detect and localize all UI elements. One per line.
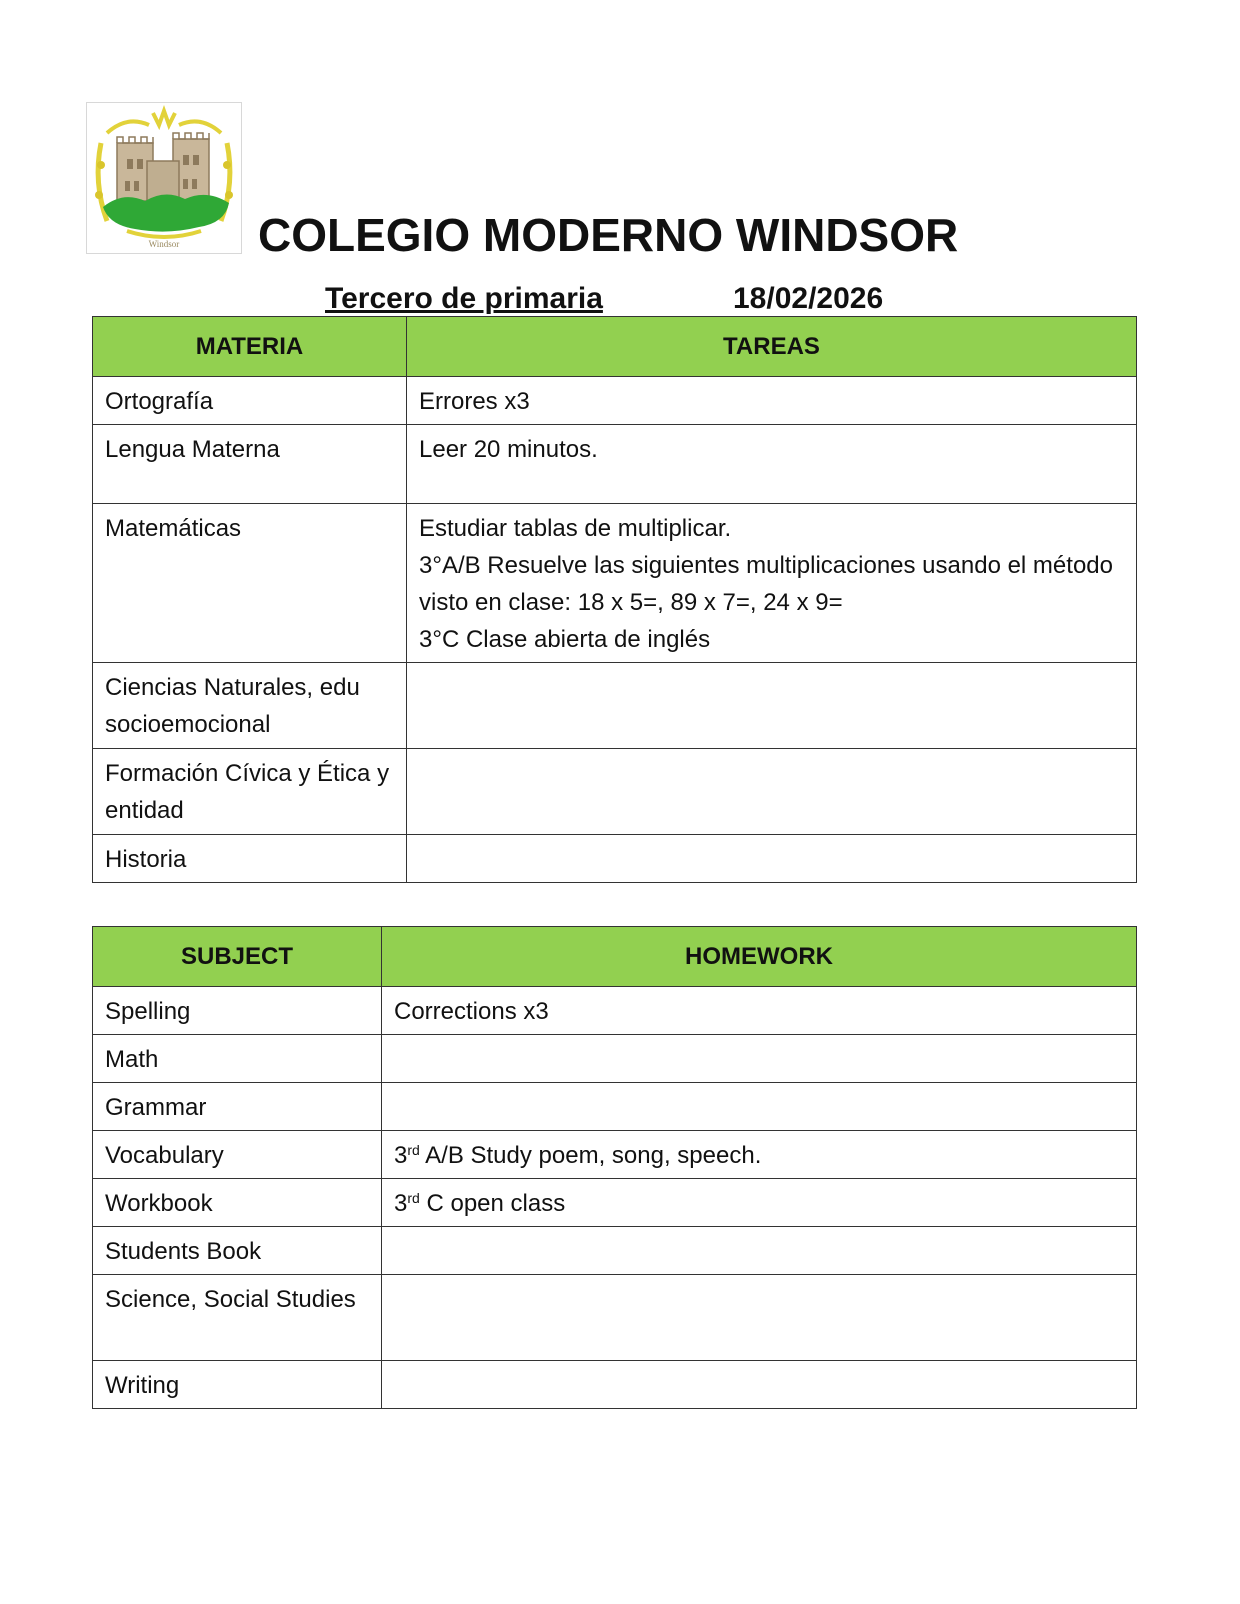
table-row: [93, 1275, 1137, 1361]
task-cell: Errores x3: [407, 377, 1137, 425]
task-text: C open class: [419, 1190, 566, 1217]
task-cell: [382, 1083, 1137, 1131]
subject-cell: Grammar: [93, 1083, 382, 1131]
logo-caption: Windsor: [148, 239, 180, 249]
task-ordinal: 3: [394, 1190, 408, 1217]
table-row: [93, 1035, 1137, 1083]
subject-cell: Lengua Materna: [93, 425, 407, 504]
table-row: [93, 987, 1137, 1035]
task-line: 3°A/B Resuelve las siguientes multiplicaciones usando el método visto en clase: 18 x 5=, 89 x 7=, 24 x 9=: [419, 552, 1113, 616]
subject-cell: Writing: [93, 1361, 382, 1409]
table-row: [93, 1131, 1137, 1179]
subject-cell: Students Book: [93, 1227, 382, 1275]
task-cell: [382, 1179, 1137, 1227]
task-cell: Leer 20 minutos.: [407, 425, 1137, 504]
subject-cell: Ciencias Naturales, edu socioemocional: [93, 663, 407, 749]
task-line: 3°C Clase abierta de inglés: [419, 626, 711, 653]
table-row: [93, 835, 1137, 883]
task-cell: [382, 1361, 1137, 1409]
materia-column-header: MATERIA: [93, 317, 407, 377]
subject-cell: Formación Cívica y Ética y entidad: [93, 749, 407, 835]
table-row: [93, 504, 1137, 663]
table-row: [93, 749, 1137, 835]
tareas-column-header: TAREAS: [407, 317, 1137, 377]
table-row: [93, 1179, 1137, 1227]
homework-table: [92, 926, 1137, 1409]
homework-column-header: HOMEWORK: [382, 927, 1137, 987]
grade-label: Tercero de primaria: [325, 282, 603, 315]
subject-cell: Math: [93, 1035, 382, 1083]
subject-cell: Ortografía: [93, 377, 407, 425]
table-row: [93, 1361, 1137, 1409]
task-cell: [382, 1275, 1137, 1361]
table-row: [93, 1227, 1137, 1275]
task-cell: [407, 504, 1137, 663]
task-cell: [407, 663, 1137, 749]
tareas-header-row: [93, 317, 1137, 377]
task-text: A/B Study poem, song, speech.: [419, 1142, 762, 1169]
task-cell: [382, 1227, 1137, 1275]
table-row: [93, 663, 1137, 749]
subject-cell: Matemáticas: [93, 504, 407, 663]
castle-crest-icon: [87, 103, 241, 253]
subject-cell: Science, Social Studies: [93, 1275, 382, 1361]
school-logo: [86, 102, 242, 254]
homework-header-row: [93, 927, 1137, 987]
task-cell: Corrections x3: [382, 987, 1137, 1035]
tareas-table: [92, 316, 1137, 883]
task-cell: [407, 749, 1137, 835]
task-ordinal: 3: [394, 1142, 408, 1169]
date-label: 18/02/2026: [733, 282, 884, 315]
task-cell: [407, 835, 1137, 883]
task-ordinal-suffix: rd: [407, 1142, 420, 1158]
task-line: Estudiar tablas de multiplicar.: [419, 515, 732, 542]
task-cell: [382, 1131, 1137, 1179]
subject-cell: Spelling: [93, 987, 382, 1035]
task-cell: [382, 1035, 1137, 1083]
table-row: [93, 377, 1137, 425]
subject-cell: Historia: [93, 835, 407, 883]
subject-cell: Workbook: [93, 1179, 382, 1227]
subject-column-header: SUBJECT: [93, 927, 382, 987]
subject-cell: Vocabulary: [93, 1131, 382, 1179]
school-name: COLEGIO MODERNO WINDSOR: [258, 209, 959, 261]
table-row: [93, 425, 1137, 504]
task-ordinal-suffix: rd: [407, 1190, 420, 1206]
table-row: [93, 1083, 1137, 1131]
